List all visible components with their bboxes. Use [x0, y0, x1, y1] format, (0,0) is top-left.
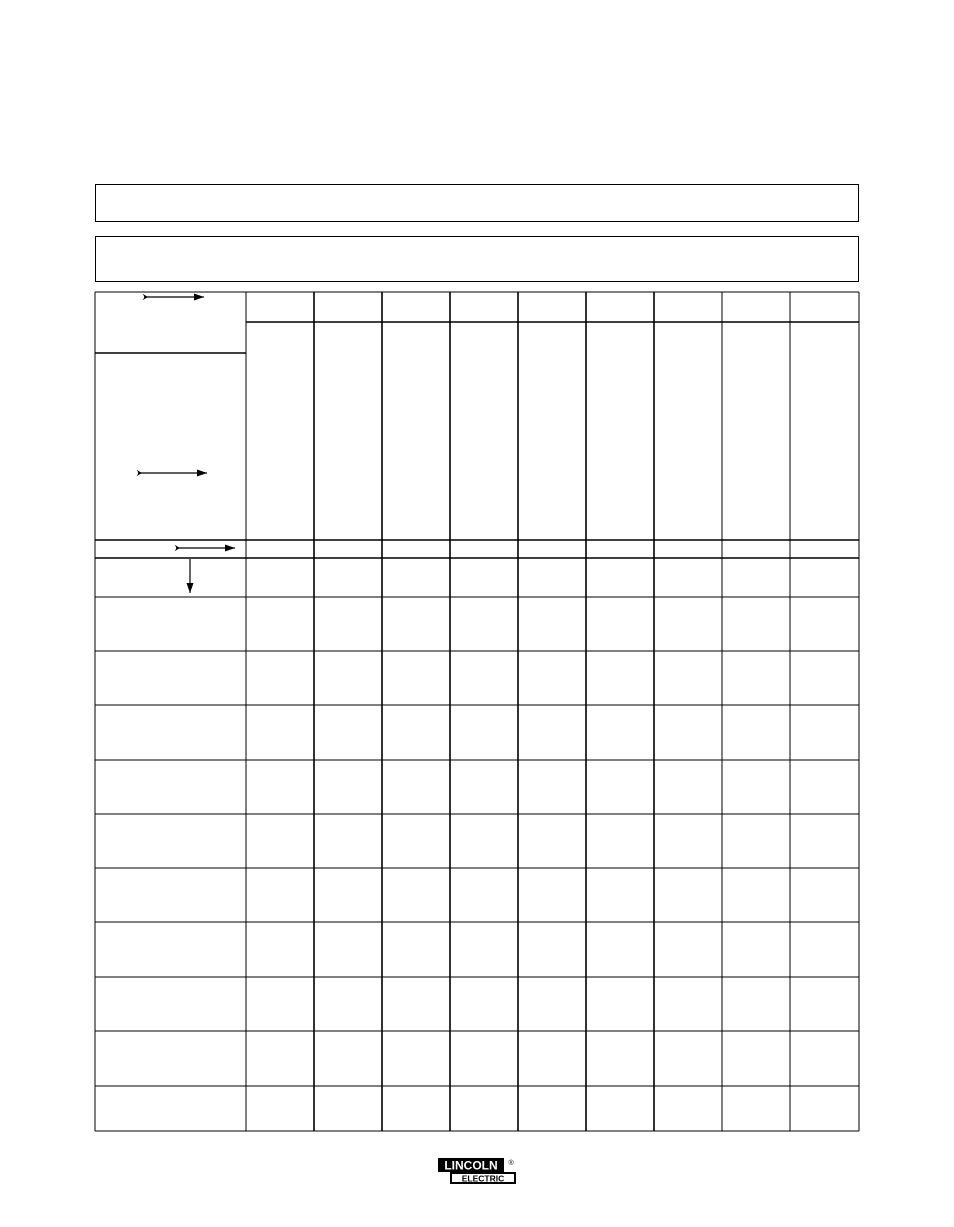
- logo-brand-line2: ELECTRIC: [461, 1173, 505, 1184]
- logo-brand-line1: LINCOLN: [444, 1158, 498, 1173]
- table-grid: [95, 292, 859, 1131]
- lincoln-electric-logo: [437, 1157, 517, 1185]
- logo-registered-mark: ®: [508, 1160, 514, 1167]
- table-arrows: [138, 297, 235, 593]
